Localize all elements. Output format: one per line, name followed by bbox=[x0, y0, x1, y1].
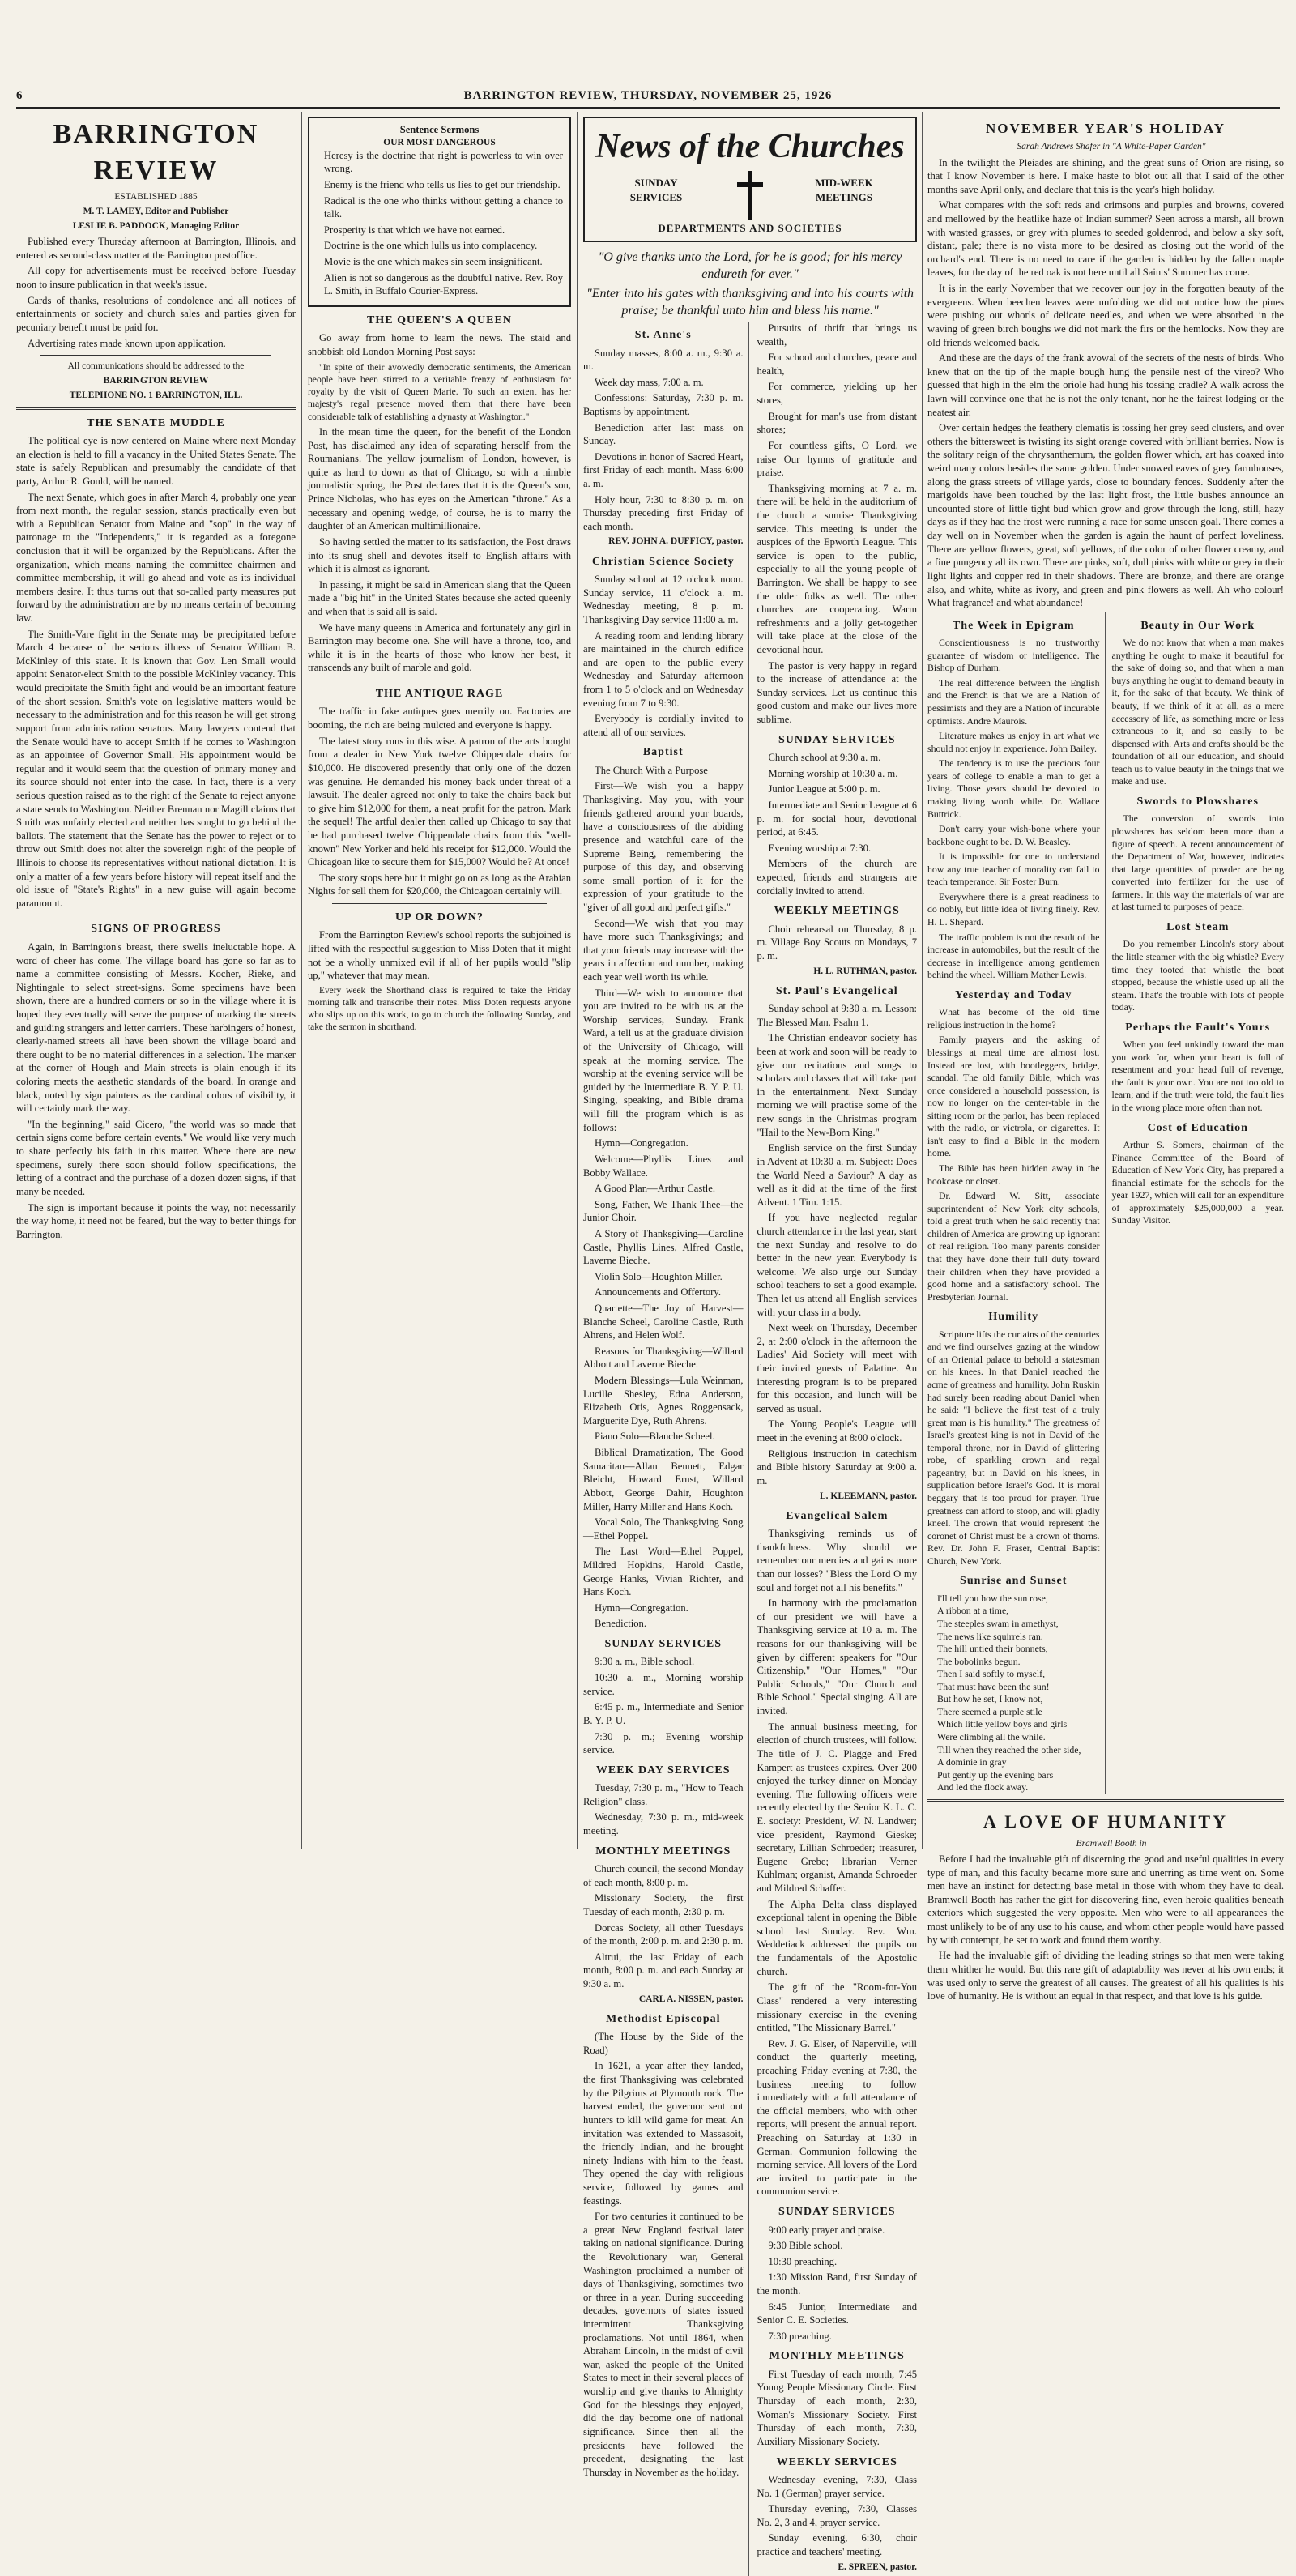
church-paragraph: If you have neglected regular church attendance in the last year, start the next Sunday and resolve to do better in the new year. Everybody is welcome. We also urge our Sunday school teachers to set a good example. Then let us attend all English services with your class in a body. bbox=[757, 1212, 917, 1318]
feature-paragraph: Everywhere there is a great readiness to do nobly, but little idea of living finely. Rev. H. L. Shepard. bbox=[927, 890, 1100, 928]
feature-paragraph: Scripture lifts the curtains of the centuries and we find ourselves gazing at the window of an Oriental palace to behold a statesman on his knees. In that Daniel reached the acme of greatness and humility. John Ruskin had surely been reading about Daniel when he said: "I believe the first test of a truly great man is his humility." The greatness of Israel's greatest king is not in David of the temporal throne, nor in David of glittering robe, of sparkling crown and regal pageantry, but in David on his knees, in supplication before Israel's God. It is moral beggary that is too proud for prayer. True greatness can afford to stoop, and will gladly kneel. The crown that would represent the coronet of Christ must be a crown of thorns. Rev. Dr. John F. Fraser, Central Baptist Church, New York. bbox=[927, 1328, 1100, 1567]
sermon-line: Enemy is the friend who tells us lies to get our friendship. bbox=[324, 179, 561, 190]
feature-heading: Cost of Education bbox=[1147, 1121, 1248, 1134]
feature-paragraph: Before I had the invaluable gift of discerning the good and useful qualities in every type of man, and this faculty became more sure and unerring as time went on. Some men have an instinct for detecting base metal in those with whom they have to deal. Bramwell Booth has rather the gift for discovering fine, even heroic qualities beneath exteriors which suggested the very opposite. Men who were to all appearances the most unlikely to be of any use to his cause, and whom other people would have passed by with contempt, he set to work and found them worthy. bbox=[927, 1853, 1284, 1946]
editorial-heading: SIGNS OF PROGRESS bbox=[91, 923, 221, 936]
column-editorial-2 bbox=[308, 113, 571, 1847]
feature-heading: Beauty in Our Work bbox=[1140, 619, 1256, 632]
scripture-verse: "Enter into his gates with thanksgiving and into his courts with praise; be thankful unto him and bless his name." bbox=[586, 286, 914, 318]
managing-editor-line: LESLIE B. PADDOCK, Managing Editor bbox=[72, 221, 240, 232]
church-paragraph: 9:30 a. m., Bible school. bbox=[595, 1656, 695, 1668]
feature-paragraph: The tendency is to use the precious four years of college to enable a man to get a living. Those years should be devoted to making living worth while. Dr. Wallace Buttrick. bbox=[927, 757, 1100, 820]
church-paragraph: 7:30 p. m.; Evening worship service. bbox=[583, 1730, 744, 1756]
church-paragraph: Holy hour, 7:30 to 8:30 p. m. on Thursday preceding first Friday of each month. bbox=[583, 493, 744, 532]
column-features bbox=[927, 113, 1284, 2002]
midweek-meetings-label: MID-WEEK MEETINGS bbox=[815, 177, 873, 203]
church-paragraph: Quartette—The Joy of Harvest—Blanche Scheel, Caroline Castle, Ruth Ahrens, and Helen Wolf. bbox=[583, 1303, 744, 1341]
church-paragraph: Biblical Dramatization, The Good Samaritan—Allan Bennett, Edgar Bleicht, Howard Ernst, Willard Abbott, George Dahir, Houghton Miller, Harry Miller and Hans Koch. bbox=[583, 1447, 744, 1512]
church-paragraph: The Last Word—Ethel Poppel, Mildred Hopkins, Harold Castle, George Hanks, Vivian Richter, and Hans Koch. bbox=[583, 1546, 744, 1598]
editorial-paragraph: The sign is important because it points the way, not necessarily the way home, it need not be feared, but the way to better things for Barrington. bbox=[16, 1201, 296, 1240]
church-paragraph: The gift of the "Room-for-You Class" rendered a very interesting missionary exercise in the evening entitled, "The Missionary Barrel." bbox=[757, 1981, 917, 2034]
church-heading: MONTHLY MEETINGS bbox=[769, 2350, 905, 2363]
pastor-byline: L. KLEEMANN, pastor. bbox=[819, 1491, 917, 1501]
church-paragraph: Sunday school at 12 o'clock noon. Sunday service, 11 o'clock a. m. Wednesday meeting, 8 p. m. Thanksgiving Day service 11:00 a. m. bbox=[583, 574, 744, 625]
church-paragraph: Sunday school at 9:30 a. m. Lesson: The Blessed Man. Psalm 1. bbox=[757, 1003, 917, 1028]
column-churches bbox=[583, 113, 917, 2572]
pastor-byline: REV. JOHN A. DUFFICY, pastor. bbox=[608, 536, 744, 547]
church-paragraph: Dorcas Society, all other Tuesdays of the month, 2:00 p. m. and 2:30 p. m. bbox=[583, 1921, 744, 1947]
church-paragraph: Hymn—Congregation. bbox=[595, 1137, 688, 1149]
feature-paragraph: The traffic problem is not the result of the increase in automobiles, but the result of the decrease in intelligence among gentlemen behind the wheel. William Mather Lewis. bbox=[927, 931, 1100, 981]
sermon-line: Radical is the one who thinks without getting a chance to talk. bbox=[324, 194, 563, 220]
church-paragraph: 10:30 preaching. bbox=[768, 2255, 838, 2267]
holiday-body bbox=[927, 156, 1284, 610]
poem-line: There seemed a purple stile bbox=[937, 1705, 1042, 1717]
masthead: BARRINGTON REVIEW bbox=[53, 119, 259, 186]
church-paragraph: For commerce, yielding up her stores, bbox=[757, 381, 917, 407]
poem-line: The news like squirrels ran. bbox=[937, 1630, 1043, 1642]
church-paragraph: Reasons for Thanksgiving—Willard Abbott and Laverne Bieche. bbox=[583, 1345, 744, 1371]
address-note: All communications should be addressed to the bbox=[67, 361, 245, 372]
pastor-byline: E. SPREEN, pastor. bbox=[838, 2561, 917, 2572]
church-paragraph: Thanksgiving morning at 7 a. m. there will be held in the auditorium of the church a sunrise Thanksgiving service. This meeting is under the auspices of the Epworth League. This service is open to the public, especially to all the young people of Barrington. We shall be happy to see the older folks as well. The other churches are cooperating. Warm refreshments and a jolly get-together will take place at the close of the devotional hour. bbox=[757, 482, 917, 656]
running-head bbox=[16, 87, 1280, 109]
editorial-paragraph: Again, in Barrington's breast, there swells ineluctable hope. A word of cheer has come. The village board has gone so far as to name a committee consisting of Messrs. Kocher, Rieke, and Nightingale to select street-signs. Some specimens have been shown, there are a hundred corners or so in the village where it is hoped they eventually will serve the purpose of marking the streets and guiding strangers and letter carriers. These harbingers of honest, clearly-named streets all have been shown the village board and there ought to be no material differences in a selection. The marker at the corner of Hough and Main streets is plain enough if its coloring meets the aesthetic standards of the board. In orange and black, noted by sign painters as the cardinal colors of visibility, it will certainly mark the way. bbox=[16, 940, 296, 1115]
church-paragraph: Sunday evening, 6:30, choir practice and teachers' meeting. bbox=[757, 2532, 917, 2558]
church-paragraph: First—We wish you a happy Thanksgiving. May you, with your friends gathered around your boards, have a consciousness of the abiding presence and watchful care of the Supreme Being, remembering the purpose of this day, and observing some small portion of it for the expression of your gratitude to the "giver of all good and perfect gifts." bbox=[583, 780, 744, 913]
feature-paragraph: The conversion of swords into plowshares has seldom been more than a figure of speech. A recent announcement of the Department of War, however, indicates that large quantities of powder are being converted into fertilizer for the use of farmers. In this way the materials of war are at last turned to purposes of peace. bbox=[1111, 812, 1284, 913]
feature-paragraph: Arthur S. Somers, chairman of the Finance Committee of the Board of Education of New York City, has prepared a financial estimate for the schools for the year 1927, which will call for an expenditure of approximately $25,000,000 a year. Sunday Visitor. bbox=[1111, 1139, 1284, 1226]
feature-heading: NOVEMBER YEAR'S HOLIDAY bbox=[985, 121, 1226, 136]
poem-line: Till when they reached the other side, bbox=[937, 1743, 1081, 1755]
church-heading: SUNDAY SERVICES bbox=[778, 2206, 896, 2219]
feature-heading: A LOVE OF HUMANITY bbox=[983, 1810, 1228, 1832]
sermon-line: Movie is the one which makes sin seem insignificant. bbox=[324, 256, 543, 268]
church-paragraph: Wednesday, 7:30 p. m., mid-week meeting. bbox=[583, 1811, 744, 1837]
pastor-byline: H. L. RUTHMAN, pastor. bbox=[813, 966, 917, 976]
notice: Advertising rates made known upon application. bbox=[28, 337, 226, 349]
poem-line: The hill untied their bonnets, bbox=[937, 1643, 1048, 1655]
church-paragraph: 9:30 Bible school. bbox=[768, 2240, 843, 2252]
feature-paragraph: In the twilight the Pleiades are shining, and the great suns of Orion are rising, so that I know November is here. I make haste to blot out all that I said of the other months save April only, and declare that this is the year's high holiday. bbox=[927, 156, 1284, 195]
editorial-paragraph: The political eye is now centered on Maine where next Monday an election is held to fill a vacancy in the United States Senate. The state is safely Republican and presumably the candidate of that party, Arthur R. Gould, will be named. bbox=[16, 435, 296, 487]
running-head-title: BARRINGTON REVIEW, THURSDAY, NOVEMBER 25, 1926 bbox=[463, 89, 833, 102]
editorial-paragraph: In passing, it might be said in American slang that the Queen made a "big hit" in the United States because she acted queenly and when that is said all is said. bbox=[308, 578, 571, 617]
church-paragraph: Pursuits of thrift that brings us wealth, bbox=[757, 322, 917, 348]
church-paragraph: The Alpha Delta class displayed exceptional talent in opening the Bible school last Sunday. Rev. Wm. Weddetiack addressed the pupils on the fundamentals of the Apostolic church. bbox=[757, 1898, 917, 1977]
church-paragraph: Welcome—Phyllis Lines and Bobby Wallace. bbox=[583, 1153, 744, 1179]
feature-paragraph: Over certain hedges the feathery clematis is tossing her grey seed clusters, and over others the bittersweet is twisting its sight orange covered with brilliant berries. Now is the solitary reign of the chrysanthemum, the golden flower which, art has coaxed into weird many colors besides the same golden. Under snowed eaves of grey farmhouses, along the grass streets of village yards, close to boundary fences. Suddenly after the marigolds have been touched by the last light frost, the little bushes announce an uncounted store of little tight bud which grow and grow through the long, still, hazy days as if they had the frost were running a race for some unseen goal. There comes a day well on in November when the garden is again the haunt of perfect loveliness. There are yellow flowers, great, soft yellows, of the color of other flower creamy, and a fine pungency all its own. There are pinks, soft, dull pinks with white or grey in their light lights and copper red in their shadows. There are bronze, and there are orange also, and white, white as ivory, and green and pink flowers as well. Ah who colour! What fragrance! and what abundance! bbox=[927, 422, 1284, 609]
feature-paragraph: And these are the days of the frank avowal of the secrets of the nests of birds. Who knew that on the tip of the maple bough hung the pensile nest of the vireo? Who guessed that high in the elm the oriole had hung his tossing cradle? A walk across the lawn will convince one that he is not the only tenant, nor he the fairest lodging or the neatest air. bbox=[927, 352, 1284, 418]
established-line: ESTABLISHED 1885 bbox=[114, 191, 198, 202]
editor-line: M. T. LAMEY, Editor and Publisher bbox=[83, 206, 229, 216]
feature-paragraph: The Bible has been hidden away in the bookcase or closet. bbox=[927, 1162, 1100, 1187]
church-paragraph: Vocal Solo, The Thanksgiving Song—Ethel Poppel. bbox=[583, 1516, 744, 1542]
features-left-subcolumn bbox=[927, 612, 1106, 1794]
column-rule bbox=[922, 112, 923, 1849]
poem-line: Which little yellow boys and girls bbox=[937, 1718, 1068, 1730]
church-paragraph: For school and churches, peace and health, bbox=[757, 352, 917, 377]
church-paragraph: Benediction. bbox=[595, 1618, 647, 1630]
church-paragraph: Violin Solo—Houghton Miller. bbox=[595, 1270, 723, 1282]
church-paragraph: Next week on Thursday, December 2, at 2:00 o'clock in the afternoon the Ladies' Aid Society will meet with their invited guests of Palatine. An interesting program is to be prepared for this occasion, and lunch will be served as usual. bbox=[757, 1322, 917, 1414]
feature-heading: Sunrise and Sunset bbox=[960, 1575, 1068, 1588]
sunday-services-label: SUNDAY SERVICES bbox=[629, 177, 683, 203]
editorial-paragraph: Every week the Shorthand class is required to take the Friday morning talk and transcribe their notes. Miss Doten requests anyone who slips up on this work, to go to church the following Sunday, and take the sermon in shorthand. bbox=[308, 985, 571, 1033]
sermon-line: Prosperity is that which we have not earned. bbox=[324, 224, 505, 236]
church-paragraph: Devotions in honor of Sacred Heart, first Friday of each month. Mass 6:00 a. m. bbox=[583, 450, 744, 489]
editorial-paragraph: The story stops here but it might go on as long as the Arabian Nights for sell them for $20,000, the Chicagoan certainly will. bbox=[308, 872, 571, 898]
church-paragraph: A reading room and lending library are maintained in the church edifice and are open to the public every Wednesday and Saturday afternoon from 1 to 5 o'clock and on Wednesday evening from 7 to 9:30. bbox=[583, 629, 744, 709]
church-paragraph: 6:45 Junior, Intermediate and Senior C. E. Societies. bbox=[757, 2301, 917, 2327]
editorial-paragraph: We have many queens in America and fortunately any girl in Barrington may become one. She will have a throne, too, and while it is in the hearts of those who know her best, it transcends any built of marble and gold. bbox=[308, 621, 571, 674]
church-heading: WEEKLY SERVICES bbox=[776, 2455, 897, 2468]
editorial-paragraph: "In spite of their avowedly democratic sentiments, the American people have been stirred to a veritable frenzy of enthusiasm for royalty by the visit of Queen Marie. To such an extent has her majesty's regal presence moved them that there have been considerable talk of establishing a dynasty at Washington." bbox=[308, 361, 571, 422]
churches-right-subcolumn bbox=[757, 322, 918, 2576]
poem-line: Then I said softly to myself, bbox=[937, 1668, 1046, 1680]
church-heading: WEEK DAY SERVICES bbox=[595, 1764, 731, 1776]
editorial-paragraph: From the Barrington Review's school reports the subjoined is lifted with the respectful suggestion to Miss Doten that it might not be a wholly unmixed evil if all of her pupils would "slip up," whatever that may mean. bbox=[308, 929, 571, 982]
church-heading: SUNDAY SERVICES bbox=[604, 1638, 723, 1651]
editorial-heading: THE ANTIQUE RAGE bbox=[375, 688, 504, 701]
poem-line: A dominie in gray bbox=[937, 1756, 1007, 1768]
feature-paragraph: Conscientiousness is no trustworthy guarantee of wisdom or intelligence. The Bishop of Durham. bbox=[927, 637, 1100, 674]
feature-source: Sarah Andrews Shafer in "A White-Paper Garden" bbox=[1017, 142, 1206, 152]
cross-icon bbox=[734, 171, 766, 220]
feature-paragraph: What compares with the soft reds and crimsons and purples and browns, covered and mellowed by the heatlike haze of Indian summer? Seen across a marsh, all brown with wasted grasses, or grey with plumes to seeded goldenrod, and below a sky soft, distant, pale; there is no vista more to be desired as closing out the world of the orchard's end. There is no need to care if the garden is hidden by the fallen maple leaves, for the day of the red oak is not here until all Saints' Summer has come. bbox=[927, 199, 1284, 279]
church-paragraph: Hymn—Congregation. bbox=[595, 1601, 688, 1614]
feature-heading: The Week in Epigram bbox=[952, 619, 1075, 632]
church-paragraph: Junior League at 5:00 p. m. bbox=[768, 783, 880, 795]
editorial-heading: THE QUEEN'S A QUEEN bbox=[367, 313, 512, 326]
church-heading: St. Anne's bbox=[634, 329, 692, 342]
column-rule bbox=[577, 112, 578, 1849]
editorial-paragraph: Go away from home to learn the news. The staid and snobbish old London Morning Post says: bbox=[308, 332, 571, 357]
church-heading: Baptist bbox=[642, 746, 684, 759]
editorial-paragraph: The Smith-Vare fight in the Senate may be precipitated before March 4 because of the serious illness of Senator William B. McKinley of this state. It is known that Gov. Len Small would appoint Senator-elect Smith to the possible McKinley vacancy. This would precipitate the Smith fight and would be an important feature of the short session. Smith's vote on legislative matters would be necessary to the administration and for this reason he will get strong support from administration senators. Many lawyers contend that the Senate would have to accept Smith if he comes to Washington as an appointee of Governor Small. His appointment would be regular and it would seem that the question of primary money and its source should not enter into the case. In fact, there is a very serious question raised as to the right of the Senate to reject anyone a state sends to Washington. Neither Brennan nor Magill claims that Smith was unfairly elected and neither has sought to go behind the ballots. The statement that the Senate has the power to reject or to throw out Smith does not alter the sovereign right of the people of Illinois to choose its representatives without national dictation. It is only a matter of a few years before history will repeat itself and the old issue of "State's Rights" in a new guise will again become paramount. bbox=[16, 628, 296, 909]
editorial-paragraph: The traffic in fake antiques goes merrily on. Factories are booming, the rich are being mulcted and everyone is happy. bbox=[308, 706, 571, 731]
sermon-line: Alien is not so dangerous as the doubtful native. Rev. Roy L. Smith, in Buffalo Courier-Express. bbox=[324, 271, 563, 297]
church-paragraph: The Christian endeavor society has been at work and soon will be ready to give our recitations and songs to scholars and classes that will take part in the entertainment. Next Sunday morning we will practise some of the new songs in the Christmas program "Hail to the New-Born King." bbox=[757, 1032, 917, 1138]
feature-paragraph: It is impossible for one to understand how any true teacher of morality can fail to teach temperance. Sir Foster Burn. bbox=[927, 851, 1100, 888]
church-heading: Christian Science Society bbox=[591, 555, 735, 568]
church-paragraph: Missionary Society, the first Tuesday of each month, 2:30 p. m. bbox=[583, 1892, 744, 1917]
church-paragraph: Benediction after last mass on Sunday. bbox=[583, 421, 744, 447]
church-paragraph: Modern Blessings—Lula Weinman, Lucille Shesley, Edna Anderson, Elizabeth Otis, Agnes Roggensack, Marguerite Dye, Ruth Ahrens. bbox=[583, 1375, 744, 1427]
feature-paragraph: Don't carry your wish-bone where your backbone ought to be. D. W. Beasley. bbox=[927, 823, 1100, 847]
feature-paragraph: Dr. Edward W. Sitt, associate superintendent of New York city schools, told a great truth when he said recently that children of America are growing up ignorant of real religion. Too many parents consider that they have done their full duty toward their children when they have provided a good home and a satisfactory school. The Presbyterian Journal. bbox=[927, 1190, 1100, 1303]
church-paragraph: The pastor is very happy in regard to the increase of attendance at the Sunday services. Let us continue this good custom and make our lives more sublime. bbox=[757, 659, 917, 726]
pastor-byline: CARL A. NISSEN, pastor. bbox=[638, 1994, 744, 2004]
feature-heading: Lost Steam bbox=[1166, 920, 1230, 933]
editorial-paragraph: In the mean time the queen, for the benefit of the London Post, has disclaimed any idea of separating herself from the Roumanians. The yellow journalism of London, however, is quite as hard to down as that of Chicago, so with a nimble journalistic spring, the Post declares that it is the Queen's son, Prince Nicholas, who has eyes on the American "throne." As a necessary and opening wedge, of course, he is to marry the daughter of an American multimillionaire. bbox=[308, 426, 571, 532]
scripture-verse: "O give thanks unto the Lord, for he is good; for his mercy endureth for ever." bbox=[598, 249, 902, 281]
poem-line: A ribbon at a time, bbox=[937, 1605, 1009, 1617]
church-paragraph: English service on the first Sunday in Advent at 10:30 a. m. Subject: Does the World Need a Saviour? A day as well as it did at the time of the first Advent. 1 Tim. 1:15. bbox=[757, 1142, 917, 1208]
sermon-line: Heresy is the doctrine that right is powerless to win over wrong. bbox=[324, 149, 563, 175]
departments-label: DEPARTMENTS AND SOCIETIES bbox=[658, 222, 842, 235]
poem-line: I'll tell you how the sun rose, bbox=[937, 1592, 1048, 1604]
notice: Cards of thanks, resolutions of condolence and all notices of entertainments or society and church sales and parties given for pecuniary benefit must be paid for. bbox=[16, 294, 296, 333]
church-paragraph: Rev. J. G. Elser, of Naperville, will conduct the quarterly meeting, preaching Friday evening at 7:30, the business meeting to follow immediately with a full attendance of the official members, who with other reports, will present the annual report. Preaching on Saturday at 1:30 in German. Communion following the morning service. All lovers of the Lord are invited to participate in the communion service. bbox=[757, 2037, 917, 2198]
feature-source: Bramwell Booth in bbox=[1076, 1838, 1147, 1849]
editorial-paragraph: So having settled the matter to its satisfaction, the Post draws into its snug shell and devotes itself to English affairs with which it is almost as ignorant. bbox=[308, 535, 571, 575]
church-heading: Evangelical Salem bbox=[786, 1509, 889, 1522]
church-paragraph: In 1621, a year after they landed, the first Thanksgiving was celebrated by the Pilgrims at Plymouth rock. The harvest ended, the governor sent out hunters to kill wild game for meat. An invitation was extended to Massasoit, the friendly Indian, and he brought ninety Indians with him to the feast. They opened the day with religious service, followed by games and feastings. bbox=[583, 2060, 744, 2207]
sentence-sermons-box bbox=[308, 117, 571, 307]
church-heading: SUNDAY SERVICES bbox=[778, 733, 896, 746]
editorial-paragraph: The latest story runs in this wise. A patron of the arts bought from a dealer in New York twelve Chippendale chairs for $10,000. He discovered presently that only one of the dozen was genuine. He demanded his money back under threat of a lawsuit. The dealer agreed not only to take the chairs back but to give him $12,000 for them, a neat profit for the patron. Mark the sequel! The artful dealer then called up Chicago to say that he had purchased twelve Chippendale chairs from this "well-known" New Yorker and held his receipt for $12,000. Would the Chicagoan like to secure them for $15,000? Would he? At once! bbox=[308, 735, 571, 868]
churches-title: News of the Churches bbox=[595, 128, 905, 165]
church-paragraph: For two centuries it continued to be a great New England festival later taking on national significance. During the Revolutionary war, General Washington proclaimed a number of days of Thanksgiving, sometimes two or three in a year. During succeeding decades, governors of states issued intermittent Thanksgiving proclamations. Not until 1864, when Abraham Lincoln, in the midst of civil war, asked the people of the United States to meet in their several places of worship and give thanks to Almighty God for the blessings they enjoyed, did the day become one of national significance. Since then all the presidents have followed the precedent, designating the last Thursday in November as the holiday. bbox=[583, 2211, 744, 2478]
poem-line: The bobolinks begun. bbox=[937, 1655, 1021, 1667]
feature-heading: Perhaps the Fault's Yours bbox=[1125, 1021, 1271, 1034]
church-paragraph: Altrui, the last Friday of each month, 8:00 p. m. and each Sunday at 9:30 a. m. bbox=[583, 1951, 744, 1990]
church-paragraph: The annual business meeting, for election of church trustees, will follow. The title of J. C. Plagge and Fred Kampert as trustees expires. Over 200 enjoyed the turkey dinner on Monday evening. The following officers were recently elected by the Senior K. L. C. E. society: President, W. N. Landwer; vice president, Raymond Gieske; secretary, Lillian Schroeder; treasurer, Eugene Grebe; librarian Verner Kuhlman; organist, Amanda Schroeder and Mildred Schaffer. bbox=[757, 1721, 917, 1895]
church-paragraph: Choir rehearsal on Thursday, 8 p. m. Village Boy Scouts on Mondays, 7 p. m. bbox=[757, 923, 917, 962]
sermons-subtitle: OUR MOST DANGEROUS bbox=[383, 137, 496, 147]
church-paragraph: Tuesday, 7:30 p. m., "How to Teach Religion" class. bbox=[583, 1782, 744, 1807]
editorial-heading: THE SENATE MUDDLE bbox=[87, 416, 225, 429]
churches-header-box bbox=[583, 117, 917, 242]
feature-paragraph: It is in the early November that we recover our joy in the forgotten beauty of the evergreens. When beechen leaves were unfolding we did not notice how the pines were pushing out whorls of delicate needles, and when we were absorbed in the waving of green birch boughs we did not mark the firs or the hemlocks. Now they are old friends welcomed back. bbox=[927, 283, 1284, 348]
church-paragraph: Members of the church are expected, friends and strangers are cordially invited to attend. bbox=[757, 858, 917, 897]
column-editorial bbox=[16, 113, 296, 1847]
feature-paragraph: Family prayers and the asking of blessings at meal time are almost lost. Instead are lost, with bootleggers, bridge, scandal. The old family Bible, which was once considered a household possession, is now no longer on the center-table in the sitting room or the parlor, has been replaced with the radio, or victrola, or cigarettes. It isn't easy to find a Bible in the modern home. bbox=[927, 1034, 1100, 1159]
poem-line: But how he set, I know not, bbox=[937, 1693, 1043, 1705]
church-paragraph: For countless gifts, O Lord, we raise Our hymns of gratitude and praise. bbox=[757, 439, 917, 479]
column-rule bbox=[301, 112, 302, 1849]
feature-paragraph: When you feel unkindly toward the man you work for, when your heart is full of resentment and your head full of revenge, the fault is your own. You are not too old to learn; and if the truth were told, the fault lies in the wrong place more often than not. bbox=[1111, 1039, 1284, 1114]
publication-note: Published every Thursday afternoon at Barrington, Illinois, and entered as second-class matter at the Barrington postoffice. bbox=[16, 236, 296, 261]
church-paragraph: A Story of Thanksgiving—Caroline Castle, Phyllis Lines, Alfred Castle, Laverne Bieche. bbox=[583, 1227, 744, 1267]
church-paragraph: 10:30 a. m., Morning worship service. bbox=[583, 1672, 744, 1697]
editorial-paragraph: "In the beginning," said Cicero, "the world was so made that certain signs come before certain events." We would like very much to share perfectly his faith in this matter. Where there are new specimens, surely there soon should follow specifications, the letting of a contract and the purchase of a dozen dozen signs, if that many be needed. bbox=[16, 1118, 296, 1197]
church-paragraph: Second—We wish that you may have more such Thanksgivings; and that your friends may increase with the years in affection and number, making each year well worth its while. bbox=[583, 917, 744, 983]
address-name: BARRINGTON REVIEW bbox=[103, 376, 209, 386]
church-heading: St. Paul's Evangelical bbox=[775, 984, 898, 997]
church-paragraph: Church council, the second Monday of each month, 8:00 p. m. bbox=[583, 1863, 744, 1888]
feature-heading: Swords to Plowshares bbox=[1136, 795, 1259, 808]
sermon-line: Doctrine is the one which lulls us into complacency. bbox=[324, 240, 538, 252]
church-paragraph: Evening worship at 7:30. bbox=[768, 842, 872, 854]
church-paragraph: Wednesday evening, 7:30, Class No. 1 (German) prayer service. bbox=[757, 2473, 917, 2499]
church-paragraph: 9:00 early prayer and praise. bbox=[768, 2224, 885, 2236]
church-paragraph: Week day mass, 7:00 a. m. bbox=[595, 376, 704, 388]
church-paragraph: Religious instruction in catechism and Bible history Saturday at 9:00 a. m. bbox=[757, 1448, 917, 1486]
church-paragraph: Piano Solo—Blanche Scheel. bbox=[595, 1431, 715, 1443]
church-paragraph: Thursday evening, 7:30, Classes No. 2, 3 and 4, prayer service. bbox=[757, 2503, 917, 2528]
poem-line: And led the flock away. bbox=[937, 1781, 1029, 1793]
churches-left-subcolumn bbox=[583, 322, 749, 2576]
church-paragraph: Brought for man's use from distant shores; bbox=[757, 410, 917, 436]
church-paragraph: Third—We wish to announce that you are invited to be with us at the Worship services, Sunday. Frank Ward, a tell us at the graduate division of the University of Chicago, will speak at the morning service. The worship at the evening service will be guided by the Intermediate B. Y. P. U. Singing, speaking, and Bible drama will fill the program which is as follows: bbox=[583, 987, 744, 1133]
church-heading: MONTHLY MEETINGS bbox=[595, 1845, 731, 1857]
church-paragraph: 7:30 preaching. bbox=[768, 2330, 832, 2342]
church-paragraph: Church school at 9:30 a. m. bbox=[768, 752, 881, 764]
notice: All copy for advertisements must be received before Tuesday noon to insure publication in that week's issue. bbox=[16, 265, 296, 291]
church-heading: Methodist Episcopal bbox=[605, 2012, 721, 2025]
feature-heading: Humility bbox=[988, 1311, 1039, 1324]
feature-paragraph: What has become of the old time religious instruction in the home? bbox=[927, 1006, 1100, 1030]
telephone-line: TELEPHONE NO. 1 BARRINGTON, ILL. bbox=[69, 390, 243, 401]
poem-line: Were climbing all the while. bbox=[937, 1731, 1046, 1743]
feature-paragraph: The real difference between the English and the French is that we are a Nation of pessimists and they are a Nation of incurable optimists. Andre Maurois. bbox=[927, 676, 1100, 727]
feature-paragraph: He had the invaluable gift of dividing the leading strings so that men were taking them whither he would. But this rare gift of adaptability was never at his own ends; it was used only to serve the greatest of all causes. The greatest of all his qualities is his love of humanity. He is without an equal in that respect, and that love is his guide. bbox=[927, 1950, 1284, 2002]
poem-line: The steeples swam in amethyst, bbox=[937, 1617, 1059, 1629]
church-paragraph: Everybody is cordially invited to attend all of our services. bbox=[583, 713, 744, 738]
church-paragraph: 6:45 p. m., Intermediate and Senior B. Y. P. U. bbox=[583, 1701, 744, 1726]
feature-paragraph: Do you remember Lincoln's story about the little steamer with the big whistle? Every time they tooted that whistle the boat stopped, because the whistle used up all the steam. That's the trouble with lots of people today. bbox=[1111, 938, 1284, 1013]
poem-line: Put gently up the evening bars bbox=[937, 1768, 1054, 1781]
church-paragraph: The Young People's League will meet in the evening at 8:00 o'clock. bbox=[757, 1418, 917, 1444]
church-paragraph: First Tuesday of each month, 7:45 Young People Missionary Circle. First Thursday of each month, 2:30, Woman's Missionary Society. First Thursday of each month, 7:30, Auxiliary Missionary Society. bbox=[757, 2368, 917, 2447]
features-right-subcolumn bbox=[1112, 612, 1285, 1794]
church-paragraph: Intermediate and Senior League at 6 p. m. for social hour, devotional period, at 6:45. bbox=[757, 800, 917, 838]
church-paragraph: Morning worship at 10:30 a. m. bbox=[768, 767, 898, 779]
church-heading: WEEKLY MEETINGS bbox=[774, 905, 900, 918]
church-paragraph: A Good Plan—Arthur Castle. bbox=[595, 1183, 716, 1195]
feature-heading: Yesterday and Today bbox=[955, 988, 1072, 1001]
love-body bbox=[927, 1853, 1284, 2003]
feature-paragraph: Literature makes us enjoy in art what we should not enjoy in experience. John Bailey. bbox=[927, 730, 1100, 754]
church-paragraph: Song, Father, We Thank Thee—the Junior Choir. bbox=[583, 1198, 744, 1224]
sermons-title: Sentence Sermons bbox=[399, 124, 480, 135]
church-paragraph: Confessions: Saturday, 7:30 p. m. Baptisms by appointment. bbox=[583, 392, 744, 417]
church-paragraph: Sunday masses, 8:00 a. m., 9:30 a. m. bbox=[583, 347, 744, 373]
church-paragraph: Announcements and Offertory. bbox=[595, 1286, 721, 1299]
church-paragraph: The Church With a Purpose bbox=[595, 764, 708, 776]
church-paragraph: Thanksgiving reminds us of thankfulness. Why should we remember our mercies and gains more than our losses? "Bless the Lord O my soul and forget not all his benefits." bbox=[757, 1528, 917, 1593]
editorial-paragraph: The next Senate, which goes in after March 4, probably one year from next month, the regular session, stands practically even but with a Republican Senator from Maine and "sop" in the way of patronage to the "Independents," it is regarded as a foregone conclusion that it will be organized by the Republicans. After the organization, which means naming the committee chairmen and committee membership, it will go ahead and vote as its individual members desire. It thus turns out that so-called party measures put forward by the administration are by no means certain of becoming law. bbox=[16, 491, 296, 625]
feature-paragraph: We do not know that when a man makes anything he ought to make it beautiful for the sake of doing so, and that when a man buys anything he ought to demand beauty in it, for the sake of that beauty. We think of beauty, if we think of it at all, as a mere accessory of life, as something more or less extraneous to it, and so easily to be dispensed with. Arts and crafts should be the foundation of all our education, and should teach us to value beauty in the things that we make and use. bbox=[1111, 637, 1284, 787]
church-paragraph: In harmony with the proclamation of our president we will have a Thanksgiving service at 10 a. m. The reasons for our thanksgiving will be given by different speakers for "Our Citizenship," "Our Homes," "Our Public Schools," "Our Church and Bible School." Special singing. All are invited. bbox=[757, 1597, 917, 1717]
page-number: 6 bbox=[16, 89, 23, 102]
poem-line: That must have been the sun! bbox=[937, 1680, 1050, 1692]
church-paragraph: (The House by the Side of the Road) bbox=[583, 2031, 744, 2056]
church-paragraph: 1:30 Mission Band, first Sunday of the month. bbox=[757, 2271, 917, 2297]
editorial-heading: UP OR DOWN? bbox=[395, 911, 484, 924]
